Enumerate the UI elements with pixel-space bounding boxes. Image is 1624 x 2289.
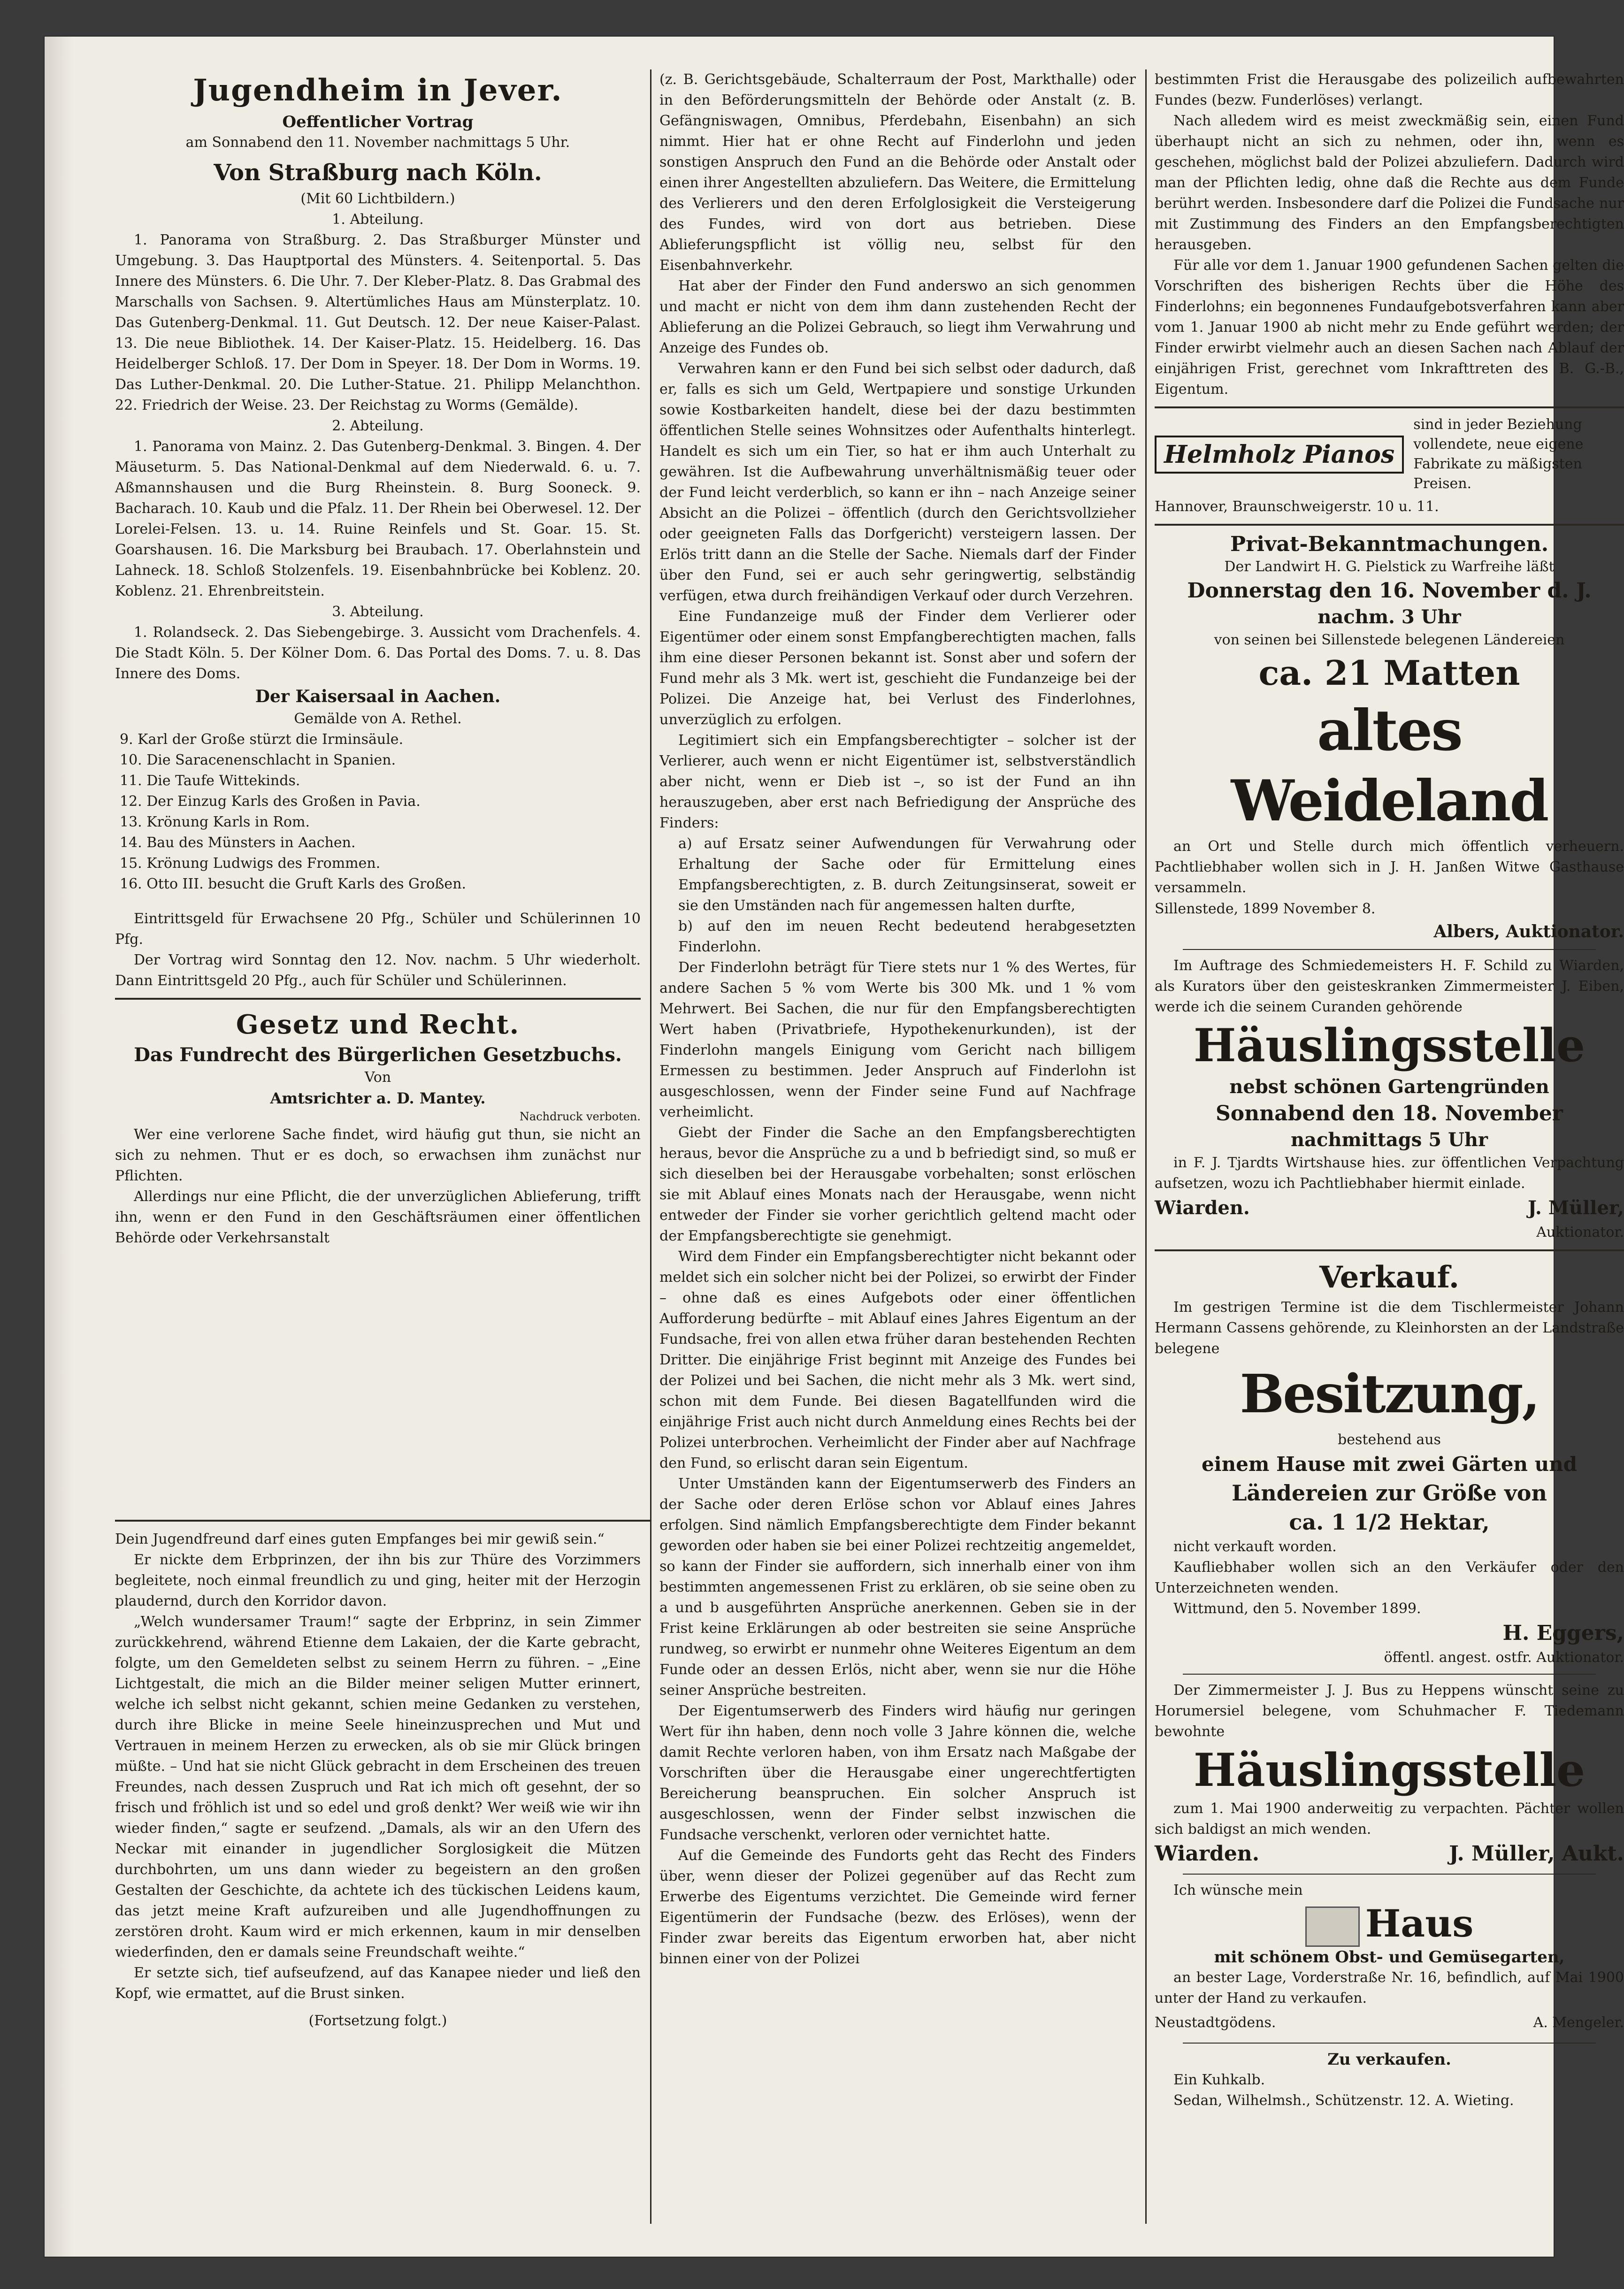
fundrecht-para: Legitimiert sich ein Empfangsberechtigter – solcher ist der Verlierer, auch wenn er nicht Eigentümer ist, selbstverständlich aber nicht, wenn er Dieb ist –, so ist der Fund an ihn herauszugeben, aber erst nach Befriedigung der Ansprüche des Finders: — [659, 732, 1136, 831]
ad2-subtitle: nebst schönen Gartengründen — [1229, 1076, 1549, 1098]
part1-list: 1. Panorama von Straßburg. 2. Das Straßburger Münster und Umgebung. 3. Das Hauptportal des Münsters. 4. Seitenportal. 5. Das Innere des Münsters. 6. Die Uhr. 7. Der Kleber-Platz. 8. Das Grabmal des Marschalls von Sachsen. 9. Altertümliches Haus am Münsterplatz. 10. Das Gutenberg-Denkmal. 11. Gut Deutsch. 12. Der neue Kaiser-Palast. 13. Die neue Bibliothek. 14. Der Kaiser-Platz. 15. Heidelberg. 16. Das Heidelberger Schloß. 17. Der Dom in Speyer. 18. Der Dom in Worms. 19. Das Luther-Denkmal. 20. Die Luther-Statue. 21. Philipp Melanchthon. 22. Friedrich der Weise. 23. Der Reichstag zu Worms (Gemälde). — [115, 232, 641, 413]
column-1 — [115, 69, 641, 1510]
nicht-verkauft: nicht verkauft worden. — [1173, 1539, 1337, 1555]
column-2 — [659, 69, 1136, 2214]
ad2-text: Im Auftrage des Schmiedemeisters H. F. Schild zu Wiarden, als Kurators über den geisteskranken Zimmermeister J. Eiben, werde ich die seinem Curanden gehörende — [1155, 957, 1624, 1015]
part3-heading: 3. Abteilung. — [332, 604, 424, 620]
newspaper-page — [45, 37, 1624, 2257]
feuilleton — [115, 1529, 641, 2210]
lecture-title: Von Straßburg nach Köln. — [214, 160, 542, 186]
ad6-item: Ein Kuhkalb. — [1173, 2072, 1265, 2089]
section-divider — [115, 998, 641, 1000]
ad-divider — [1183, 1874, 1596, 1875]
vortrag-date: am Sonnabend den 11. November nachmittags 5 Uhr. — [185, 134, 570, 151]
ad2-signature: J. Müller, — [1528, 1197, 1624, 1219]
column-rule-2 — [1145, 69, 1147, 2224]
fundrecht-para: Für alle vor dem 1. Januar 1900 gefundenen Sachen gelten die Vorschriften des bisherigen Rechts über die Höhe des Finderlohns; ein begonnenes Fundaufgebotsverfahren kann aber vom 1. Januar 1900 ab nicht mehr zu Ende geführt werden; der Finder erwirbt vielmehr auch an diesen Sachen nach Ablauf der einjährigen Frist, gerechnet vom Inkrafttreten des B. G.-B., Eigentum. — [1155, 257, 1624, 398]
fundrecht-item-a: a) auf Ersatz seiner Aufwendungen für Verwahrung oder Erhaltung der Sache oder für Ermittelung eines Empfangsberechtigten, z. B. durch Zeitungsinserat, soweit er sie den Umständen nach für angemessen halten durfte, — [678, 835, 1136, 914]
fundrecht-para: Auf die Gemeinde des Fundorts geht das Recht des Finders über, wenn dieser der Polizei gegenüber auf das Recht zum Erwerbe des Eigentums verzichtet. Die Gemeinde wird ferner Eigentümerin der Fundsache (bezw. des Erlöses), wenn der Finder zwar bereits das Eigentum erworben hat, aber nicht binnen einer von der Polizei — [659, 1847, 1136, 1967]
fundrecht-para: Giebt der Finder die Sache an den Empfangsberechtigten heraus, bevor die Ansprüche zu a und b befriedigt sind, so muß er sich dieselben bei der Herausgabe vorbehalten; sonst erlöschen sie mit Ablauf eines Monats nach der Herausgabe, wenn nicht entweder der Finder sie vorher gerichtlich geltend macht oder der Empfangsberechtigte sie genehmigt. — [659, 1125, 1136, 1244]
list-item: 10. Die Saracenenschlacht in Spanien. — [120, 752, 396, 768]
besitzung: Besitzung, — [1240, 1363, 1539, 1425]
eggers-title: öffentl. angest. ostfr. Auktionator. — [1384, 1649, 1624, 1666]
page-gutter — [45, 37, 73, 2257]
ad2-time: nachmittags 5 Uhr — [1290, 1129, 1488, 1151]
feuilleton-para: „Welch wundersamer Traum!“ sagte der Erbprinz, in sein Zimmer zurückkehrend, während Etienne dem Lakaien, der die Karte gebracht, folgte, um den Gemeldeten selbst zu seinem Herrn zu führen. – „Eine Lichtgestalt, die mich an die Bilder meiner seligen Mutter erinnert, welche ich selbst nicht gekannt, schien meine Gedanken zu verstehen, durch ihre Blicke in meine Seele hineinzusprechen und Mut und Vertrauen in meinem Herzen zu erwecken, als ob sie mir Glück bringen müßte. – Und hat sie nicht Glück gebracht in dem Erscheinen des treuen Freundes, nach dessen Zuspruch und Rat ich mich oft gesehnt, der so frisch und fröhlich ist und so edel und groß denkt? Wer weiß wie wir ihn wieder finden,“ sagte er seufzend. „Damals, als wir an den Ufern des Neckar mit einander in jugendlicher Sorglosigkeit die Mützen durchbohrten, um uns dann wieder zu begeistern an den großen Gestalten der Geschichte, da achtete ich des tückischen Leidens kaum, das jetzt meine Kraft aufzureiben und alle Jugendhoffnungen zu zerstören droht. Kaum wird er mich erkennen, kaum in mir denselben wiederfinden, den er damals seine Freundschaft weihte.“ — [115, 1614, 641, 1960]
ad1-weideland: altes Weideland — [1231, 697, 1548, 834]
ad1-text: an Ort und Stelle durch mich öffentlich verheuern. Pachtliebhaber wollen sich in J. H. Janßen Witwe Gasthause versammeln. — [1155, 838, 1624, 896]
piano-ad-text: sind in jeder Beziehung vollendete, neue eigene Fabrikate zu mäßigsten Preisen. — [1413, 416, 1584, 492]
ad1-place-date: Sillenstede, 1899 November 8. — [1155, 901, 1376, 917]
ad-divider — [1183, 949, 1596, 950]
fundrecht-para: Hat aber der Finder den Fund anderswo an sich genommen und macht er nicht von dem ihm dann zustehenden Recht der Ablieferung an die Polizei Gebrauch, so liegt ihm Verwahrung und Anzeige des Fundes ob. — [659, 278, 1136, 356]
section-divider — [1155, 524, 1624, 526]
eggers-signature: H. Eggers, — [1502, 1621, 1624, 1645]
ad1-line: Der Landwirt H. G. Pielstick zu Warfreihe läßt — [1224, 559, 1555, 575]
fundrecht-para: Nach alledem wird es meist zweckmäßig sein, einen Fund überhaupt nicht an sich zu nehmen, oder ihn, wenn es geschehen, möglichst bald der Polizei abzuliefern. Dadurch wird man der Pflichten ledig, ohne daß die Rechte aus dem Funde berührt werden. Insbesondere darf die Polizei die Fundsache nur mit Zustimmung des Finders an den Empfangsberechtigten herausgeben. — [1155, 113, 1624, 253]
ad5-text: an bester Lage, Vorderstraße Nr. 16, befindlich, auf Mai 1900 unter der Hand zu verkaufen. — [1155, 1969, 1624, 2007]
fundrecht-para: Der Finderlohn beträgt für Tiere stets nur 1 % des Wertes, für andere Sachen 5 % vom Werte bis 300 Mk. und 1 % vom Mehrwert. Bei Sachen, die nur für den Empfangsberechtigten Wert haben (Privatbriefe, Hypothekenurkunden), ist der Finderlohn mangels Einigung vom Gericht nach billigem Ermessen zu bestimmen. Jeder Anspruch auf Finderlohn ist ausgeschlossen, wenn der Finder seine Fund auf Nachfrage verheimlicht. — [659, 959, 1136, 1120]
ad4-text: zum 1. Mai 1900 anderweitig zu verpachten. Pächter wollen sich baldigst an mich wenden. — [1155, 1800, 1624, 1837]
fundrecht-para: Wird dem Finder ein Empfangsberechtigter nicht bekannt oder meldet sich ein solcher nicht bei der Polizei, so erwirbt der Finder – ohne daß es eines Aufgebots oder einer öffentlichen Aufforderung bedürfte – mit Ablauf eines Jahres Eigentum an der Fundsache, frei von allen etwa früher daran bestehenden Rechten Dritter. Die einjährige Frist beginnt mit Anzeige des Fundes bei der Polizei und bei Sachen, die nicht mehr als 3 Mk. wert sind, schon mit dem Funde. Bei diesen Bagatellfunden wird die einjährige Frist auch nicht durch Anmeldung eines Rechts bei der Polizei unterbrochen. Verheimlicht der Finder aber auf Nachfrage den Fund, so erlischt daran sein Eigentum. — [659, 1248, 1136, 1471]
gesetz-heading: Gesetz und Recht. — [236, 1009, 520, 1040]
bestehend: bestehend aus — [1338, 1432, 1441, 1448]
kaisersaal-list — [115, 729, 641, 895]
verkauf-hektar: ca. 1 1/2 Hektar, — [1289, 1509, 1490, 1535]
vortrag-subtitle: Oeffentlicher Vortrag — [282, 113, 474, 131]
list-item: 11. Die Taufe Wittekinds. — [120, 773, 300, 789]
fundrecht-heading: Das Fundrecht des Bürgerlichen Gesetzbuchs. — [134, 1044, 622, 1066]
list-item: 13. Krönung Karls in Rom. — [120, 814, 310, 830]
nachdruck-note: Nachdruck verboten. — [519, 1110, 641, 1123]
fundrecht-para: Der Eigentumserwerb des Finders wird häufig nur geringen Wert für ihn haben, denn noch volle 3 Jahre können die, welche damit Rechte verloren haben, von ihm Ersatz nach Maßgabe der Vorschriften über die Herausgabe einer ungerechtfertigten Bereicherung beanspruchen. Ein solcher Anspruch ist ausgeschlossen, wenn der Finder selbst inzwischen die Fundsache verschenkt, verloren oder vernichtet hatte. — [659, 1703, 1136, 1843]
verkauf-hause: einem Hause mit zwei Gärten und — [1201, 1453, 1578, 1476]
ad-divider — [1183, 2043, 1596, 2044]
verkauf-text: Im gestrigen Termine ist die dem Tischlermeister Johann Hermann Cassens gehörende, zu Kleinhorsten an der Landstraße belegene — [1155, 1299, 1624, 1357]
eintrittsgeld: Eintrittsgeld für Erwachsene 20 Pfg., Schüler und Schülerinnen 10 Pfg. — [115, 911, 641, 948]
house-icon — [1305, 1906, 1360, 1947]
fundrecht-para: (z. B. Gerichtsgebäude, Schalterraum der Post, Markthalle) oder in den Beförderungsmitteln der Behörde oder Anstalt (z. B. Gefängniswagen, Omnibus, Pferdebahn, Eisenbahn) an sich nimmt. Hier hat er ohne Recht auf Finderlohn und jeden sonstigen Anspruch den Fund an die Behörde oder Anstalt oder einen ihrer Angestellten abzuliefern. Das Weitere, die Ermittelung des Verlierers und den deren Erfolglosigkeit die Versteigerung des Fundes, wird von dort aus betrieben. Diese Ablieferungspflicht ist völlig neu, selbst für den Eisenbahnverkehr. — [659, 71, 1136, 274]
fundrecht-intro-2: Allerdings nur eine Pflicht, die der unverzüglichen Ablieferung, trifft ihn, wenn er den Fund in den Geschäftsräumen einer öffentlichen Behörde oder Verkehrsanstalt — [115, 1188, 641, 1246]
ad5-haus-row — [1155, 1901, 1624, 1947]
column-rule-1 — [650, 69, 651, 2224]
part3-list: 1. Rolandseck. 2. Das Siebengebirge. 3. Aussicht vom Drachenfels. 4. Die Stadt Köln. 5. Der Kölner Dom. 6. Das Portal des Doms. 7. u. 8. Das Innere des Doms. — [115, 624, 641, 682]
ad4-place: Wiarden. — [1155, 1842, 1260, 1866]
ad1-date: Donnerstag den 16. November d. J. — [1187, 579, 1592, 603]
jugendheim-title: Jugendheim in Jever. — [193, 73, 563, 108]
author: Amtsrichter a. D. Mantey. — [270, 1089, 486, 1107]
ad2-place: Wiarden. — [1155, 1197, 1250, 1219]
ad4-signature: J. Müller, Aukt. — [1448, 1842, 1624, 1866]
ad2-date: Sonnabend den 18. November — [1215, 1102, 1563, 1125]
ad1-matten: ca. 21 Matten — [1258, 653, 1520, 693]
fundrecht-para: bestimmten Frist die Herausgabe des polizeilich aufbewahrten Fundes (bezw. Funderlöses) verlangt. — [1155, 71, 1624, 108]
lecture-subtitle: (Mit 60 Lichtbildern.) — [300, 191, 455, 207]
ad5-garden: mit schönem Obst- und Gemüsegarten, — [1214, 1948, 1565, 1967]
list-item: 16. Otto III. besucht die Gruft Karls des Großen. — [120, 876, 467, 892]
piano-ad-address: Hannover, Braunschweigerstr. 10 u. 11. — [1155, 498, 1439, 515]
kaisersaal-subtitle: Gemälde von A. Rethel. — [294, 711, 462, 727]
feuilleton-para: Er setzte sich, tief aufseufzend, auf das Kanapee nieder und ließ den Kopf, wie ermattet, auf die Brust sinken. — [115, 1965, 641, 2002]
ad6-address: Sedan, Wilhelmsh., Schützenstr. 12. A. Wieting. — [1173, 2092, 1514, 2109]
ad6-heading: Zu verkaufen. — [1327, 2050, 1451, 2069]
ad4-text: Der Zimmermeister J. J. Bus zu Heppens wünscht seine zu Horumersiel belegene, vom Schuhmacher F. Tiedemann bewohnte — [1155, 1682, 1624, 1740]
column-3 — [1155, 69, 1624, 2228]
list-item: 9. Karl der Große stürzt die Irminsäule. — [120, 731, 404, 748]
fundrecht-intro-1: Wer eine verlorene Sache findet, wird häufig gut thun, sie nicht an sich zu nehmen. Thut er es doch, so erwachsen ihm zunächst nur Pflichten. — [115, 1126, 641, 1184]
kaisersaal-heading: Der Kaisersaal in Aachen. — [255, 687, 501, 706]
ad4-haeuslingsstelle: Häuslingsstelle — [1193, 1744, 1586, 1797]
wiederholung: Der Vortrag wird Sonntag den 12. Nov. nachm. 5 Uhr wiederholt. Dann Eintrittsgeld 20 Pfg., auch für Schüler und Schülerinnen. — [115, 952, 641, 989]
verkauf-heading: Verkauf. — [1319, 1260, 1460, 1295]
fundrecht-item-b: b) auf den im neuen Recht bedeutend herabgesetzten Finderlohn. — [678, 918, 1136, 955]
feuilleton-para: Dein Jugendfreund darf eines guten Empfanges bei mir gewiß sein.“ — [115, 1531, 605, 1547]
ad5-signature: A. Mengeler. — [1533, 2014, 1624, 2031]
continuation-note: (Fortsetzung folgt.) — [308, 2013, 447, 2029]
feuilleton-para: Er nickte dem Erbprinzen, der ihn bis zur Thüre des Vorzimmers begleitete, noch einmal freundlich zu und ging, heiter mit der Herzogin plaudernd, durch den Korridor davon. — [115, 1552, 641, 1609]
private-notices-heading: Privat-Bekanntmachungen. — [1230, 532, 1549, 556]
part2-heading: 2. Abteilung. — [332, 418, 424, 434]
fundrecht-para: Eine Fundanzeige muß der Finder dem Verlierer oder Eigentümer oder einem sonst Empfangberechtigten machen, falls ihm eine dieser Personen bekannt ist. Sonst aber und sofern der Fund mehr als 3 Mk. wert ist, geschieht die Fundanzeige bei der Polizei. Die Anzeige hat, bei Verlust des Finderlohnes, unverzüglich zu erfolgen. — [659, 608, 1136, 728]
list-item: 15. Krönung Ludwigs des Frommen. — [120, 855, 381, 872]
part1-heading: 1. Abteilung. — [332, 211, 424, 228]
ad-divider — [1183, 1674, 1596, 1675]
piano-ad — [1155, 415, 1624, 494]
byline-von: Von — [364, 1069, 391, 1086]
ad1-signature: Albers, Auktionator. — [1433, 922, 1624, 942]
ad1-line: von seinen bei Sillenstede belegenen Ländereien — [1214, 632, 1565, 648]
helmholz-logo: Helmholz Pianos — [1155, 436, 1404, 474]
kauf-text: Kaufliebhaber wollen sich an den Verkäufer oder den Unterzeichneten wenden. — [1155, 1559, 1624, 1596]
section-divider — [1155, 1249, 1624, 1251]
fundrecht-para: Unter Umständen kann der Eigentumserwerb des Finders an der Sache oder deren Erlöse schon vor Ablauf eines Jahres erfolgen. Sind nämlich Empfangsberechtigte dem Finder bekannt geworden oder haben sie bei einer Polizei rechtzeitig angemeldet, so kann der Finder sie auffordern, sich innerhalb einer von ihm bestimmten angemessenen Frist zu erklären, ob sie seine oben zu a und b ausgeführten Ansprüche anerkennen. Geben sie in der Frist keine Erklärungen ab oder bestreiten sie seine Ansprüche rundweg, so erwirbt er nunmehr ohne Weiteres Eigentum an dem Funde oder an dessen Erlös, nicht aber, wenn sie nur die Höhe seiner Ansprüche bestreiten. — [659, 1476, 1136, 1699]
ad5-place: Neustadtgödens. — [1155, 2014, 1276, 2031]
ad2-haeuslingsstelle: Häuslingsstelle — [1193, 1019, 1586, 1072]
ad5-line: Ich wünsche mein — [1173, 1882, 1303, 1899]
fundrecht-para: Verwahren kann er den Fund bei sich selbst oder dadurch, daß er, falls es sich um Geld, Wertpapiere und sonstige Urkunden sowie Kostbarkeiten handelt, diese bei der dazu bestimmten öffentlichen Stelle seines Wohnsitzes oder Aufenthalts hinterlegt. Handelt es sich um ein Tier, so hat er ihm auch Unterhalt zu gewähren. Ist die Aufbewahrung unverhältnismäßig teuer oder der Fund leicht verderblich, so kann er ihn – nach Anzeige seiner Absicht an die Polizei – öffentlich (durch den Gerichtsvollzieher oder geeigneten Falls das Dorfgericht) versteigern lassen. Der Erlös tritt dann an die Stelle der Sache. Niemals darf der Finder über den Fund, sei er auch sehr geringwertig, selbständig verfügen, etwa durch freihändigen Verkauf oder durch Verzehren. — [659, 360, 1136, 604]
part2-list: 1. Panorama von Mainz. 2. Das Gutenberg-Denkmal. 3. Bingen. 4. Der Mäuseturm. 5. Das National-Denkmal auf dem Niederwald. 6. u. 7. Aßmannshausen und die Burg Rheinstein. 8. Burg Sooneck. 9. Bacharach. 10. Kaub und die Pfalz. 11. Der Rhein bei Oberwesel. 12. Der Lorelei-Felsen. 13. u. 14. Ruine Reinfels und St. Goar. 15. St. Goarshausen. 16. Die Marksburg bei Braubach. 17. Oberlahnstein und Lahneck. 18. Schloß Stolzenfels. 19. Eisenbahnbrücke bei Koblenz. 20. Koblenz. 21. Ehrenbreitstein. — [115, 438, 641, 599]
ad5-haus: Haus — [1365, 1901, 1474, 1945]
list-item: 12. Der Einzug Karls des Großen in Pavia. — [120, 793, 421, 810]
section-divider — [1155, 406, 1624, 408]
verkauf-laendereien: Ländereien zur Größe von — [1232, 1480, 1547, 1506]
wittmund-date: Wittmund, den 5. November 1899. — [1173, 1600, 1421, 1617]
feuilleton-rule — [115, 1520, 650, 1522]
ad2-title: Auktionator. — [1536, 1224, 1624, 1240]
ad2-text: in F. J. Tjardts Wirtshause hies. zur öffentlichen Verpachtung aufsetzen, wozu ich Pachtliebhaber hiermit einlade. — [1155, 1155, 1624, 1192]
ad1-time: nachm. 3 Uhr — [1318, 606, 1461, 628]
list-item: 14. Bau des Münsters in Aachen. — [120, 834, 356, 851]
